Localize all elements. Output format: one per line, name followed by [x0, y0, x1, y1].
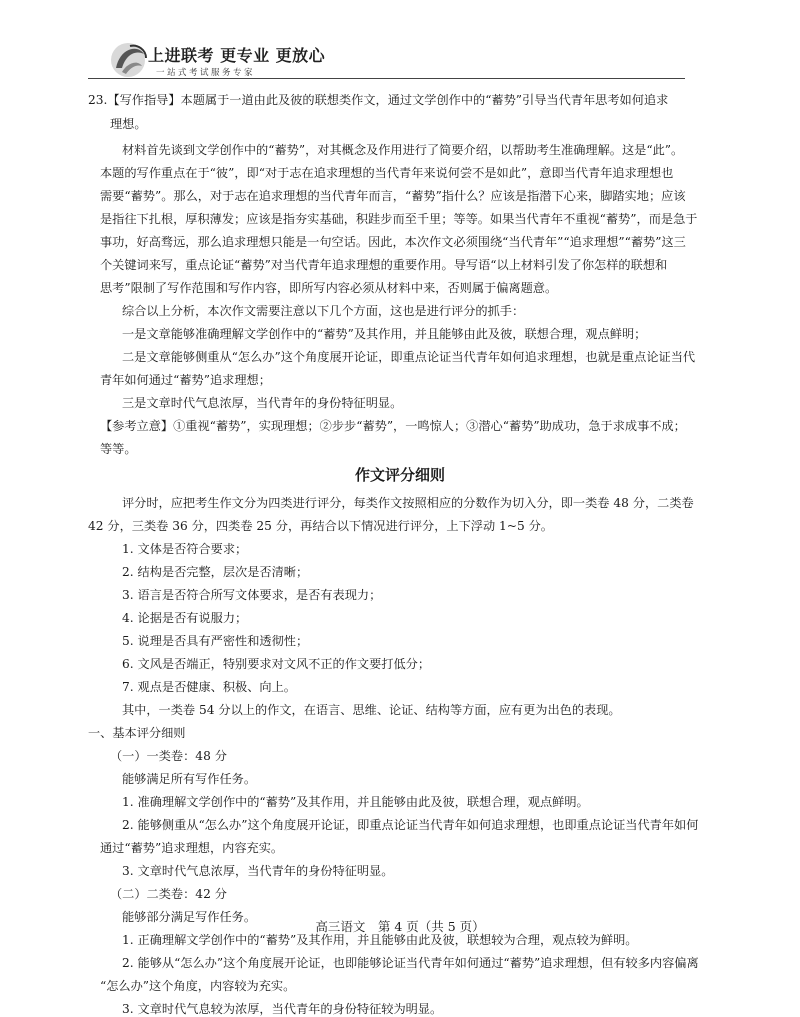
- brand-title: 上进联考 更专业 更放心: [148, 46, 326, 65]
- text-line: 42 分，三类卷 36 分，四类卷 25 分，再结合以下情况进行评分，上下浮动 1~5 分。: [88, 519, 553, 533]
- text-line: 5. 说理是否具有严密性和透彻性；: [122, 634, 309, 648]
- text-line: 材料首先谈到文学创作中的“蓄势”，对其概念及作用进行了简要介绍，以帮助考生准确理解。这是“此”。: [122, 143, 684, 157]
- section-title: 作文评分细则: [354, 466, 445, 484]
- header: [108, 38, 708, 88]
- header-divider: [88, 78, 685, 79]
- text-line: 3. 文章时代气息浓厚，当代青年的身份特征明显。: [122, 864, 394, 878]
- text-line: 【参考立意】①重视“蓄势”，实现理想；②步步“蓄势”，一鸣惊人；③潜心“蓄势”助成功，急于求成事不成；: [100, 419, 686, 433]
- text-line: 需要“蓄势”。那么，对于志在追求理想的当代青年而言，“蓄势”指什么？应该是指潜下心来，脚踏实地；应该: [100, 189, 686, 203]
- text-line: 其中，一类卷 54 分以上的作文，在语言、思维、论证、结构等方面，应有更为出色的表现。: [122, 703, 621, 717]
- text-line: 事功，好高骛远，那么追求理想只能是一句空话。因此，本次作文必须围绕“当代青年”“追求理想”“蓄势”这三: [100, 235, 686, 249]
- text-line: 1. 文体是否符合要求；: [122, 542, 248, 556]
- text-line: 思考”限制了写作范围和写作内容，即所写内容必须从材料中来，否则属于偏离题意。: [100, 281, 558, 295]
- text-line: 2. 能够从“怎么办”这个角度展开论证，也即能够论证当代青年如何通过“蓄势”追求理想，但有较多内容偏离: [122, 956, 699, 970]
- text-line: 4. 论据是否有说服力；: [122, 611, 248, 625]
- text-line: 等等。: [100, 442, 137, 456]
- text-line: 能够满足所有写作任务。: [122, 772, 257, 786]
- text-line: 本题的写作重点在于“彼”，即“对于志在追求理想的当代青年来说何尝不是如此”，意即当代青年追求理想也: [100, 166, 674, 180]
- text-line: 个关键词来写，重点论证“蓄势”对当代青年追求理想的重要作用。导写语“以上材料引发了你怎样的联想和: [100, 258, 668, 272]
- text-line: （二）二类卷：42 分: [110, 887, 227, 901]
- text-line: 23.【写作指导】本题属于一道由此及彼的联想类作文，通过文学创作中的“蓄势”引导当代青年思考如何追求: [88, 93, 669, 107]
- text-line: 通过“蓄势”追求理想，内容充实。: [100, 841, 284, 855]
- text-line: 评分时，应把考生作文分为四类进行评分，每类作文按照相应的分数作为切入分，即一类卷 48 分，二类卷: [122, 496, 694, 510]
- text-line: 2. 能够侧重从“怎么办”这个角度展开论证，即重点论证当代青年如何追求理想，也即重点论证当代青年如何: [122, 818, 699, 832]
- text-line: 1. 正确理解文学创作中的“蓄势”及其作用，并且能够由此及彼，联想较为合理，观点较为鲜明。: [122, 933, 638, 947]
- text-line: 理想。: [110, 117, 147, 131]
- text-line: （一）一类卷：48 分: [110, 749, 227, 763]
- brand-logo-icon: [108, 38, 152, 82]
- text-line: 3. 文章时代气息较为浓厚，当代青年的身份特征较为明显。: [122, 1002, 443, 1016]
- brand-subtitle: 一站式考试服务专家: [156, 68, 256, 78]
- text-line: “怎么办”这个角度，内容较为充实。: [100, 979, 296, 993]
- text-line: 二是文章能够侧重从“怎么办”这个角度展开论证，即重点论证当代青年如何追求理想，也就是重点论证当代: [122, 350, 696, 364]
- text-line: 7. 观点是否健康、积极、向上。: [122, 680, 296, 694]
- text-line: 一、基本评分细则: [88, 726, 186, 740]
- text-line: 是指往下扎根，厚积薄发；应该是指夯实基础，积跬步而至千里；等等。如果当代青年不重视“蓄势”，而是急于: [100, 212, 698, 226]
- text-line: 综合以上分析，本次作文需要注意以下几个方面，这也是进行评分的抓手：: [122, 304, 525, 318]
- text-line: 3. 语言是否符合所写文体要求，是否有表现力；: [122, 588, 382, 602]
- text-line: 2. 结构是否完整，层次是否清晰；: [122, 565, 309, 579]
- text-line: 三是文章时代气息浓厚，当代青年的身份特征明显。: [122, 396, 403, 410]
- text-line: 青年如何通过“蓄势”追求理想；: [100, 373, 271, 387]
- text-line: 1. 准确理解文学创作中的“蓄势”及其作用，并且能够由此及彼，联想合理，观点鲜明。: [122, 795, 589, 809]
- text-line: 一是文章能够准确理解文学创作中的“蓄势”及其作用，并且能够由此及彼，联想合理，观点鲜明；: [122, 327, 647, 341]
- text-line: 6. 文风是否端正，特别要求对文风不正的作文要打低分；: [122, 657, 431, 671]
- text-line: 能够部分满足写作任务。: [122, 910, 257, 924]
- page-footer: 高三语文 第 4 页（共 5 页）: [315, 919, 485, 934]
